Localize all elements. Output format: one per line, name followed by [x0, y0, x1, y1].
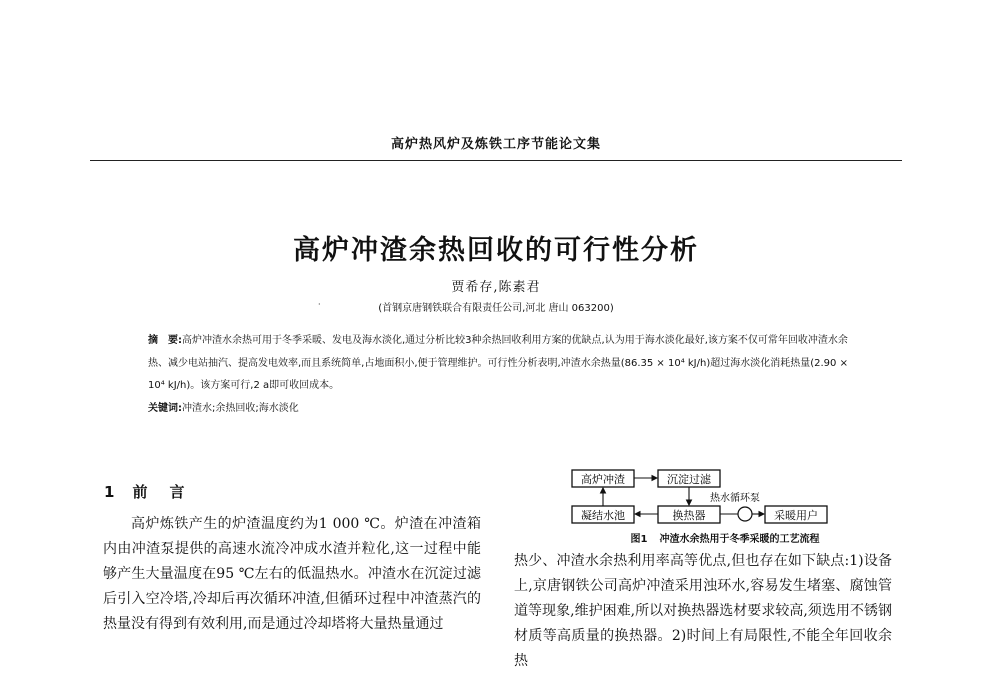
body-right-column: [514, 549, 892, 674]
abstract-text: 高炉冲渣水余热可用于冬季采暖、发电及海水淡化,通过分析比较3种余热回收利用方案的优缺点,认为用于海水淡化最好,该方案不仅可常年回收冲渣水余热、减少电站抽汽、提高发电效率,而且系统简单,占地面积小,便于管理维护。可行性分析表明,冲渣水余热量(86.35 × 10⁴ kJ/h)超过海水淡化消耗热量(2.90 × 10⁴ kJ/h)。该方案可行,2 a即可收回成本。: [148, 335, 848, 391]
figure-number: 图1: [630, 534, 648, 545]
box-user-label: 采暖用户: [774, 509, 818, 522]
keywords-label: 关键词:: [148, 402, 182, 414]
loop-label: 热水循环泵: [710, 493, 760, 504]
box-filter: [658, 470, 720, 487]
abstract-label: 摘 要:: [148, 335, 182, 346]
box-exchanger: [658, 506, 720, 523]
body-right-paragraph: 热少、冲渣水余热利用率高等优点,但也存在如下缺点:1)设备上,京唐钢铁公司高炉冲渣采用浊环水,容易发生堵塞、腐蚀管道等现象,维护困难,所以对换热器选材要求较高,须选用不锈钢材质等高质量的换热器。2)时间上有局限性,不能全年回收余热: [514, 553, 892, 669]
running-header: 高炉热风炉及炼铁工序节能论文集: [390, 137, 601, 152]
box-slag-label: 高炉冲渣: [581, 473, 625, 486]
section-title: 前言: [132, 483, 207, 501]
box-exchanger-label: 换热器: [672, 509, 706, 522]
box-user: [765, 506, 827, 523]
figure-caption-text: 冲渣水余热用于冬季采暖的工艺流程: [659, 534, 820, 545]
stray-mark: ·: [318, 300, 321, 309]
section-number: 1: [104, 483, 115, 501]
body-left-column: [103, 512, 481, 637]
box-pool: [572, 506, 634, 523]
figure-caption: [565, 530, 885, 545]
abstract-block: [148, 330, 848, 420]
section-heading: [104, 481, 206, 502]
header-rule: [90, 160, 902, 161]
authors: 贾希存,陈素君: [451, 280, 541, 295]
box-slag: [572, 470, 634, 487]
box-pool-label: 凝结水池: [581, 509, 625, 522]
paper-title: 高炉冲渣余热回收的可行性分析: [293, 235, 699, 266]
box-filter-label: 沉淀过滤: [667, 473, 711, 486]
body-left-paragraph: 高炉炼铁产生的炉渣温度约为1 000 ℃。炉渣在冲渣箱内由冲渣泵提供的高速水流冷冲成水渣并粒化,这一过程中能够产生大量温度在95 ℃左右的低温热水。冲渣水在沉淀过滤后引入空冷塔,冷却后再次循环冲渣,但循环过程中冲渣蒸汽的热量没有得到有效利用,而是通过冷却塔将大量热量通过: [103, 516, 481, 632]
pump-icon: [738, 507, 752, 521]
affiliation: (首钢京唐钢铁联合有限责任公司,河北 唐山 063200): [378, 303, 614, 314]
keywords-text: 冲渣水;余热回收;海水淡化: [182, 402, 299, 414]
